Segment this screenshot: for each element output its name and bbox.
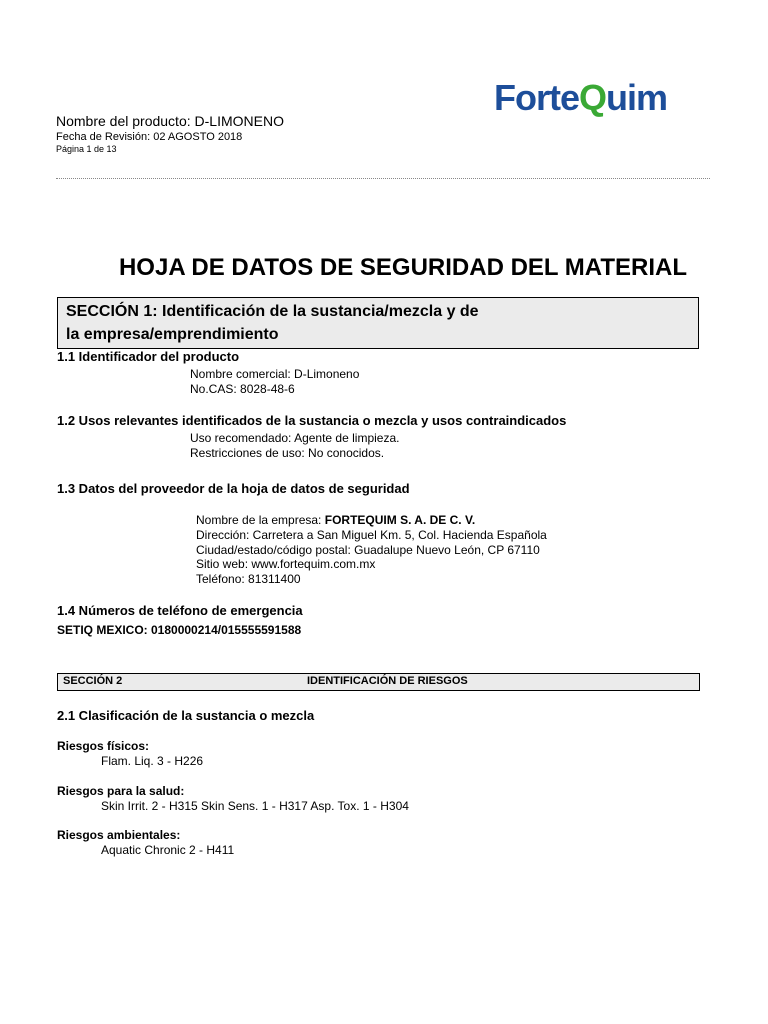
company-website: Sitio web: www.fortequim.com.mx <box>196 557 376 571</box>
section2-title: IDENTIFICACIÓN DE RIESGOS <box>307 675 468 687</box>
section1-heading-line1: SECCIÓN 1: Identificación de la sustancia/mezcla y de <box>66 303 479 320</box>
s21-heading: 2.1 Clasificación de la sustancia o mezcla <box>57 708 315 723</box>
section1-header-box <box>57 297 699 349</box>
emergency-phone: SETIQ MEXICO: 0180000214/015555591588 <box>57 623 302 637</box>
company-city: Ciudad/estado/código postal: Guadalupe Nuevo León, CP 67110 <box>196 543 540 557</box>
health-hazards-value: Skin Irrit. 2 - H315 Skin Sens. 1 - H317 Asp. Tox. 1 - H304 <box>101 799 409 813</box>
company-address: Dirección: Carretera a San Miguel Km. 5, Col. Hacienda Española <box>196 528 547 542</box>
company-name: FORTEQUIM S. A. DE C. V. <box>324 513 476 527</box>
revision-date: Fecha de Revisión: 02 AGOSTO 2018 <box>56 131 243 143</box>
cas-number: No.CAS: 8028-48-6 <box>190 382 295 396</box>
environmental-hazards-value: Aquatic Chronic 2 - H411 <box>101 843 235 857</box>
trade-name: Nombre comercial: D-Limoneno <box>190 367 360 381</box>
physical-hazards-value: Flam. Liq. 3 - H226 <box>101 754 204 768</box>
company-label: Nombre de la empresa: <box>196 513 325 527</box>
header-divider <box>56 178 710 179</box>
recommended-use: Uso recomendado: Agente de limpieza. <box>190 431 400 445</box>
company-phone: Teléfono: 81311400 <box>196 572 301 586</box>
health-hazards-label: Riesgos para la salud: <box>57 784 185 798</box>
s14-heading: 1.4 Números de teléfono de emergencia <box>57 603 303 618</box>
logo-q-letter: Q <box>579 77 607 118</box>
document-title: HOJA DE DATOS DE SEGURIDAD DEL MATERIAL <box>118 254 688 281</box>
product-name: Nombre del producto: D-LIMONENO <box>56 113 284 129</box>
section2-header-box <box>57 673 700 691</box>
page-number: Página 1 de 13 <box>56 144 117 154</box>
s11-heading: 1.1 Identificador del producto <box>57 349 240 364</box>
use-restrictions: Restricciones de uso: No conocidos. <box>190 446 385 460</box>
logo-uim-text: uim <box>606 77 668 118</box>
fortequim-logo <box>494 78 667 118</box>
s12-heading: 1.2 Usos relevantes identificados de la sustancia o mezcla y usos contraindicados <box>57 413 567 428</box>
physical-hazards-label: Riesgos físicos: <box>57 739 150 753</box>
s13-heading: 1.3 Datos del proveedor de la hoja de datos de seguridad <box>57 481 410 496</box>
section1-heading-line2: la empresa/emprendimiento <box>66 326 279 343</box>
section2-label: SECCIÓN 2 <box>63 675 123 687</box>
logo-forte-text: Forte <box>494 77 579 118</box>
environmental-hazards-label: Riesgos ambientales: <box>57 828 181 842</box>
section1-heading <box>66 300 479 346</box>
company-line <box>196 513 475 527</box>
